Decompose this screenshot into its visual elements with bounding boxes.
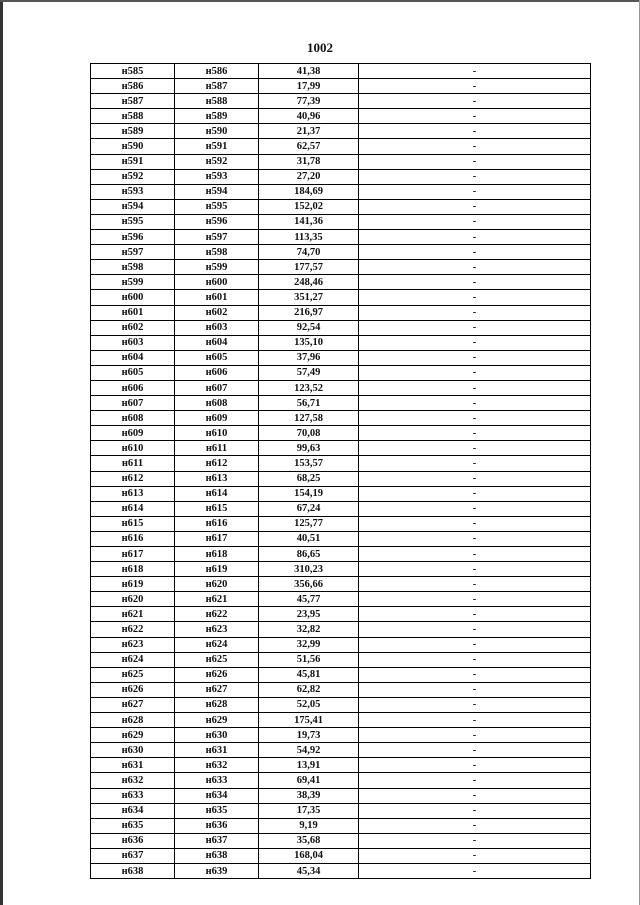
- note-cell: -: [359, 486, 591, 501]
- from-point-cell: н623: [91, 637, 175, 652]
- length-cell: 54,92: [259, 743, 359, 758]
- note-cell: -: [359, 214, 591, 229]
- length-cell: 184,69: [259, 184, 359, 199]
- to-point-cell: н628: [175, 697, 259, 712]
- length-cell: 70,08: [259, 426, 359, 441]
- from-point-cell: н611: [91, 456, 175, 471]
- from-point-cell: н603: [91, 335, 175, 350]
- note-cell: -: [359, 64, 591, 79]
- table-row: [91, 320, 591, 335]
- table-row: [91, 652, 591, 667]
- length-cell: 19,73: [259, 728, 359, 743]
- note-cell: -: [359, 335, 591, 350]
- table-row: [91, 531, 591, 546]
- table-row: [91, 547, 591, 562]
- from-point-cell: н586: [91, 79, 175, 94]
- to-point-cell: н605: [175, 350, 259, 365]
- note-cell: -: [359, 697, 591, 712]
- to-point-cell: н613: [175, 471, 259, 486]
- from-point-cell: н593: [91, 184, 175, 199]
- length-cell: 123,52: [259, 380, 359, 395]
- table-row: [91, 697, 591, 712]
- table-row: [91, 64, 591, 79]
- length-cell: 356,66: [259, 577, 359, 592]
- table-row: [91, 577, 591, 592]
- to-point-cell: н616: [175, 516, 259, 531]
- from-point-cell: н634: [91, 803, 175, 818]
- from-point-cell: н610: [91, 441, 175, 456]
- note-cell: -: [359, 773, 591, 788]
- to-point-cell: н629: [175, 713, 259, 728]
- note-cell: -: [359, 426, 591, 441]
- note-cell: -: [359, 547, 591, 562]
- to-point-cell: н612: [175, 456, 259, 471]
- table-row: [91, 607, 591, 622]
- length-cell: 62,57: [259, 139, 359, 154]
- note-cell: -: [359, 184, 591, 199]
- to-point-cell: н597: [175, 230, 259, 245]
- table-row: [91, 863, 591, 878]
- note-cell: -: [359, 743, 591, 758]
- length-cell: 92,54: [259, 320, 359, 335]
- from-point-cell: н620: [91, 592, 175, 607]
- to-point-cell: н617: [175, 531, 259, 546]
- table-body: [91, 64, 591, 879]
- to-point-cell: н621: [175, 592, 259, 607]
- to-point-cell: н637: [175, 833, 259, 848]
- note-cell: -: [359, 380, 591, 395]
- table-row: [91, 305, 591, 320]
- to-point-cell: н587: [175, 79, 259, 94]
- table-row: [91, 365, 591, 380]
- length-cell: 153,57: [259, 456, 359, 471]
- to-point-cell: н631: [175, 743, 259, 758]
- length-cell: 351,27: [259, 290, 359, 305]
- length-cell: 41,38: [259, 64, 359, 79]
- length-cell: 86,65: [259, 547, 359, 562]
- from-point-cell: н587: [91, 94, 175, 109]
- note-cell: -: [359, 290, 591, 305]
- note-cell: -: [359, 758, 591, 773]
- note-cell: -: [359, 622, 591, 637]
- from-point-cell: н591: [91, 154, 175, 169]
- note-cell: -: [359, 230, 591, 245]
- to-point-cell: н604: [175, 335, 259, 350]
- from-point-cell: н585: [91, 64, 175, 79]
- to-point-cell: н595: [175, 199, 259, 214]
- note-cell: -: [359, 863, 591, 878]
- note-cell: -: [359, 139, 591, 154]
- from-point-cell: н622: [91, 622, 175, 637]
- table-row: [91, 848, 591, 863]
- from-point-cell: н629: [91, 728, 175, 743]
- note-cell: -: [359, 667, 591, 682]
- to-point-cell: н592: [175, 154, 259, 169]
- from-point-cell: н638: [91, 863, 175, 878]
- to-point-cell: н630: [175, 728, 259, 743]
- to-point-cell: н635: [175, 803, 259, 818]
- from-point-cell: н625: [91, 667, 175, 682]
- to-point-cell: н618: [175, 547, 259, 562]
- to-point-cell: н594: [175, 184, 259, 199]
- table-row: [91, 245, 591, 260]
- length-cell: 67,24: [259, 501, 359, 516]
- to-point-cell: н636: [175, 818, 259, 833]
- note-cell: -: [359, 713, 591, 728]
- table-row: [91, 184, 591, 199]
- table-row: [91, 713, 591, 728]
- from-point-cell: н604: [91, 350, 175, 365]
- from-point-cell: н605: [91, 365, 175, 380]
- from-point-cell: н628: [91, 713, 175, 728]
- to-point-cell: н638: [175, 848, 259, 863]
- to-point-cell: н588: [175, 94, 259, 109]
- from-point-cell: н602: [91, 320, 175, 335]
- table-row: [91, 214, 591, 229]
- to-point-cell: н598: [175, 245, 259, 260]
- note-cell: -: [359, 592, 591, 607]
- from-point-cell: н627: [91, 697, 175, 712]
- note-cell: -: [359, 728, 591, 743]
- length-cell: 175,41: [259, 713, 359, 728]
- table-row: [91, 230, 591, 245]
- to-point-cell: н600: [175, 275, 259, 290]
- note-cell: -: [359, 456, 591, 471]
- from-point-cell: н616: [91, 531, 175, 546]
- from-point-cell: н612: [91, 471, 175, 486]
- length-cell: 57,49: [259, 365, 359, 380]
- table-row: [91, 260, 591, 275]
- length-cell: 13,91: [259, 758, 359, 773]
- to-point-cell: н627: [175, 682, 259, 697]
- note-cell: -: [359, 803, 591, 818]
- from-point-cell: н594: [91, 199, 175, 214]
- to-point-cell: н586: [175, 64, 259, 79]
- length-cell: 113,35: [259, 230, 359, 245]
- table-row: [91, 758, 591, 773]
- length-cell: 45,34: [259, 863, 359, 878]
- table-row: [91, 562, 591, 577]
- to-point-cell: н609: [175, 411, 259, 426]
- table-row: [91, 139, 591, 154]
- table-row: [91, 456, 591, 471]
- table-row: [91, 803, 591, 818]
- page-number: 1002: [307, 40, 333, 55]
- note-cell: -: [359, 79, 591, 94]
- to-point-cell: н619: [175, 562, 259, 577]
- from-point-cell: н595: [91, 214, 175, 229]
- to-point-cell: н633: [175, 773, 259, 788]
- table-row: [91, 199, 591, 214]
- length-cell: 74,70: [259, 245, 359, 260]
- table-row: [91, 411, 591, 426]
- length-cell: 177,57: [259, 260, 359, 275]
- from-point-cell: н624: [91, 652, 175, 667]
- from-point-cell: н631: [91, 758, 175, 773]
- from-point-cell: н636: [91, 833, 175, 848]
- table-row: [91, 124, 591, 139]
- note-cell: -: [359, 275, 591, 290]
- table-row: [91, 275, 591, 290]
- length-cell: 154,19: [259, 486, 359, 501]
- from-point-cell: н635: [91, 818, 175, 833]
- scan-edge-top: [0, 0, 640, 2]
- length-cell: 127,58: [259, 411, 359, 426]
- length-cell: 9,19: [259, 818, 359, 833]
- from-point-cell: н607: [91, 396, 175, 411]
- from-point-cell: н589: [91, 124, 175, 139]
- to-point-cell: н622: [175, 607, 259, 622]
- note-cell: -: [359, 652, 591, 667]
- table-row: [91, 637, 591, 652]
- length-cell: 51,56: [259, 652, 359, 667]
- table-row: [91, 818, 591, 833]
- to-point-cell: н610: [175, 426, 259, 441]
- table-row: [91, 79, 591, 94]
- length-cell: 21,37: [259, 124, 359, 139]
- note-cell: -: [359, 94, 591, 109]
- note-cell: -: [359, 818, 591, 833]
- scan-edge-left: [0, 0, 3, 905]
- to-point-cell: н632: [175, 758, 259, 773]
- table-row: [91, 728, 591, 743]
- table-row: [91, 682, 591, 697]
- table-row: [91, 290, 591, 305]
- from-point-cell: н590: [91, 139, 175, 154]
- to-point-cell: н591: [175, 139, 259, 154]
- note-cell: -: [359, 396, 591, 411]
- to-point-cell: н614: [175, 486, 259, 501]
- from-point-cell: н630: [91, 743, 175, 758]
- from-point-cell: н613: [91, 486, 175, 501]
- length-cell: 248,46: [259, 275, 359, 290]
- table-row: [91, 501, 591, 516]
- length-cell: 17,35: [259, 803, 359, 818]
- note-cell: -: [359, 848, 591, 863]
- to-point-cell: н593: [175, 169, 259, 184]
- from-point-cell: н617: [91, 547, 175, 562]
- length-cell: 32,99: [259, 637, 359, 652]
- note-cell: -: [359, 154, 591, 169]
- length-cell: 125,77: [259, 516, 359, 531]
- table-row: [91, 667, 591, 682]
- length-cell: 32,82: [259, 622, 359, 637]
- from-point-cell: н633: [91, 788, 175, 803]
- to-point-cell: н608: [175, 396, 259, 411]
- table-row: [91, 94, 591, 109]
- length-cell: 56,71: [259, 396, 359, 411]
- to-point-cell: н590: [175, 124, 259, 139]
- note-cell: -: [359, 501, 591, 516]
- table-row: [91, 109, 591, 124]
- note-cell: -: [359, 607, 591, 622]
- note-cell: -: [359, 305, 591, 320]
- table-row: [91, 380, 591, 395]
- table-row: [91, 335, 591, 350]
- from-point-cell: н637: [91, 848, 175, 863]
- from-point-cell: н608: [91, 411, 175, 426]
- length-cell: 141,36: [259, 214, 359, 229]
- note-cell: -: [359, 365, 591, 380]
- table-row: [91, 426, 591, 441]
- from-point-cell: н600: [91, 290, 175, 305]
- table-row: [91, 516, 591, 531]
- table-row: [91, 169, 591, 184]
- length-cell: 77,39: [259, 94, 359, 109]
- to-point-cell: н603: [175, 320, 259, 335]
- note-cell: -: [359, 577, 591, 592]
- to-point-cell: н602: [175, 305, 259, 320]
- from-point-cell: н615: [91, 516, 175, 531]
- note-cell: -: [359, 124, 591, 139]
- to-point-cell: н623: [175, 622, 259, 637]
- length-cell: 68,25: [259, 471, 359, 486]
- from-point-cell: н601: [91, 305, 175, 320]
- length-cell: 52,05: [259, 697, 359, 712]
- length-cell: 216,97: [259, 305, 359, 320]
- length-cell: 38,39: [259, 788, 359, 803]
- length-cell: 40,96: [259, 109, 359, 124]
- to-point-cell: н624: [175, 637, 259, 652]
- note-cell: -: [359, 199, 591, 214]
- table-row: [91, 743, 591, 758]
- to-point-cell: н601: [175, 290, 259, 305]
- to-point-cell: н626: [175, 667, 259, 682]
- note-cell: -: [359, 562, 591, 577]
- from-point-cell: н588: [91, 109, 175, 124]
- table-row: [91, 833, 591, 848]
- note-cell: -: [359, 245, 591, 260]
- length-cell: 45,77: [259, 592, 359, 607]
- from-point-cell: н609: [91, 426, 175, 441]
- to-point-cell: н607: [175, 380, 259, 395]
- note-cell: -: [359, 260, 591, 275]
- length-cell: 99,63: [259, 441, 359, 456]
- length-cell: 37,96: [259, 350, 359, 365]
- table-row: [91, 441, 591, 456]
- note-cell: -: [359, 109, 591, 124]
- length-cell: 27,20: [259, 169, 359, 184]
- note-cell: -: [359, 411, 591, 426]
- from-point-cell: н626: [91, 682, 175, 697]
- note-cell: -: [359, 350, 591, 365]
- table-row: [91, 396, 591, 411]
- length-cell: 23,95: [259, 607, 359, 622]
- table-row: [91, 622, 591, 637]
- note-cell: -: [359, 169, 591, 184]
- from-point-cell: н596: [91, 230, 175, 245]
- table-row: [91, 471, 591, 486]
- from-point-cell: н614: [91, 501, 175, 516]
- table-row: [91, 788, 591, 803]
- note-cell: -: [359, 320, 591, 335]
- to-point-cell: н599: [175, 260, 259, 275]
- from-point-cell: н599: [91, 275, 175, 290]
- to-point-cell: н606: [175, 365, 259, 380]
- note-cell: -: [359, 441, 591, 456]
- note-cell: -: [359, 531, 591, 546]
- length-cell: 168,04: [259, 848, 359, 863]
- to-point-cell: н639: [175, 863, 259, 878]
- table-row: [91, 350, 591, 365]
- note-cell: -: [359, 788, 591, 803]
- length-cell: 35,68: [259, 833, 359, 848]
- note-cell: -: [359, 471, 591, 486]
- length-cell: 310,23: [259, 562, 359, 577]
- table-row: [91, 486, 591, 501]
- to-point-cell: н620: [175, 577, 259, 592]
- to-point-cell: н611: [175, 441, 259, 456]
- length-cell: 69,41: [259, 773, 359, 788]
- to-point-cell: н615: [175, 501, 259, 516]
- length-cell: 17,99: [259, 79, 359, 94]
- table-row: [91, 773, 591, 788]
- length-cell: 45,81: [259, 667, 359, 682]
- from-point-cell: н606: [91, 380, 175, 395]
- to-point-cell: н589: [175, 109, 259, 124]
- to-point-cell: н625: [175, 652, 259, 667]
- to-point-cell: н634: [175, 788, 259, 803]
- table-row: [91, 592, 591, 607]
- from-point-cell: н619: [91, 577, 175, 592]
- boundary-points-table: [90, 63, 591, 879]
- length-cell: 135,10: [259, 335, 359, 350]
- to-point-cell: н596: [175, 214, 259, 229]
- from-point-cell: н632: [91, 773, 175, 788]
- from-point-cell: н621: [91, 607, 175, 622]
- length-cell: 62,82: [259, 682, 359, 697]
- length-cell: 31,78: [259, 154, 359, 169]
- length-cell: 40,51: [259, 531, 359, 546]
- note-cell: -: [359, 682, 591, 697]
- from-point-cell: н592: [91, 169, 175, 184]
- from-point-cell: н598: [91, 260, 175, 275]
- note-cell: -: [359, 833, 591, 848]
- note-cell: -: [359, 637, 591, 652]
- length-cell: 152,02: [259, 199, 359, 214]
- note-cell: -: [359, 516, 591, 531]
- from-point-cell: н597: [91, 245, 175, 260]
- from-point-cell: н618: [91, 562, 175, 577]
- table-row: [91, 154, 591, 169]
